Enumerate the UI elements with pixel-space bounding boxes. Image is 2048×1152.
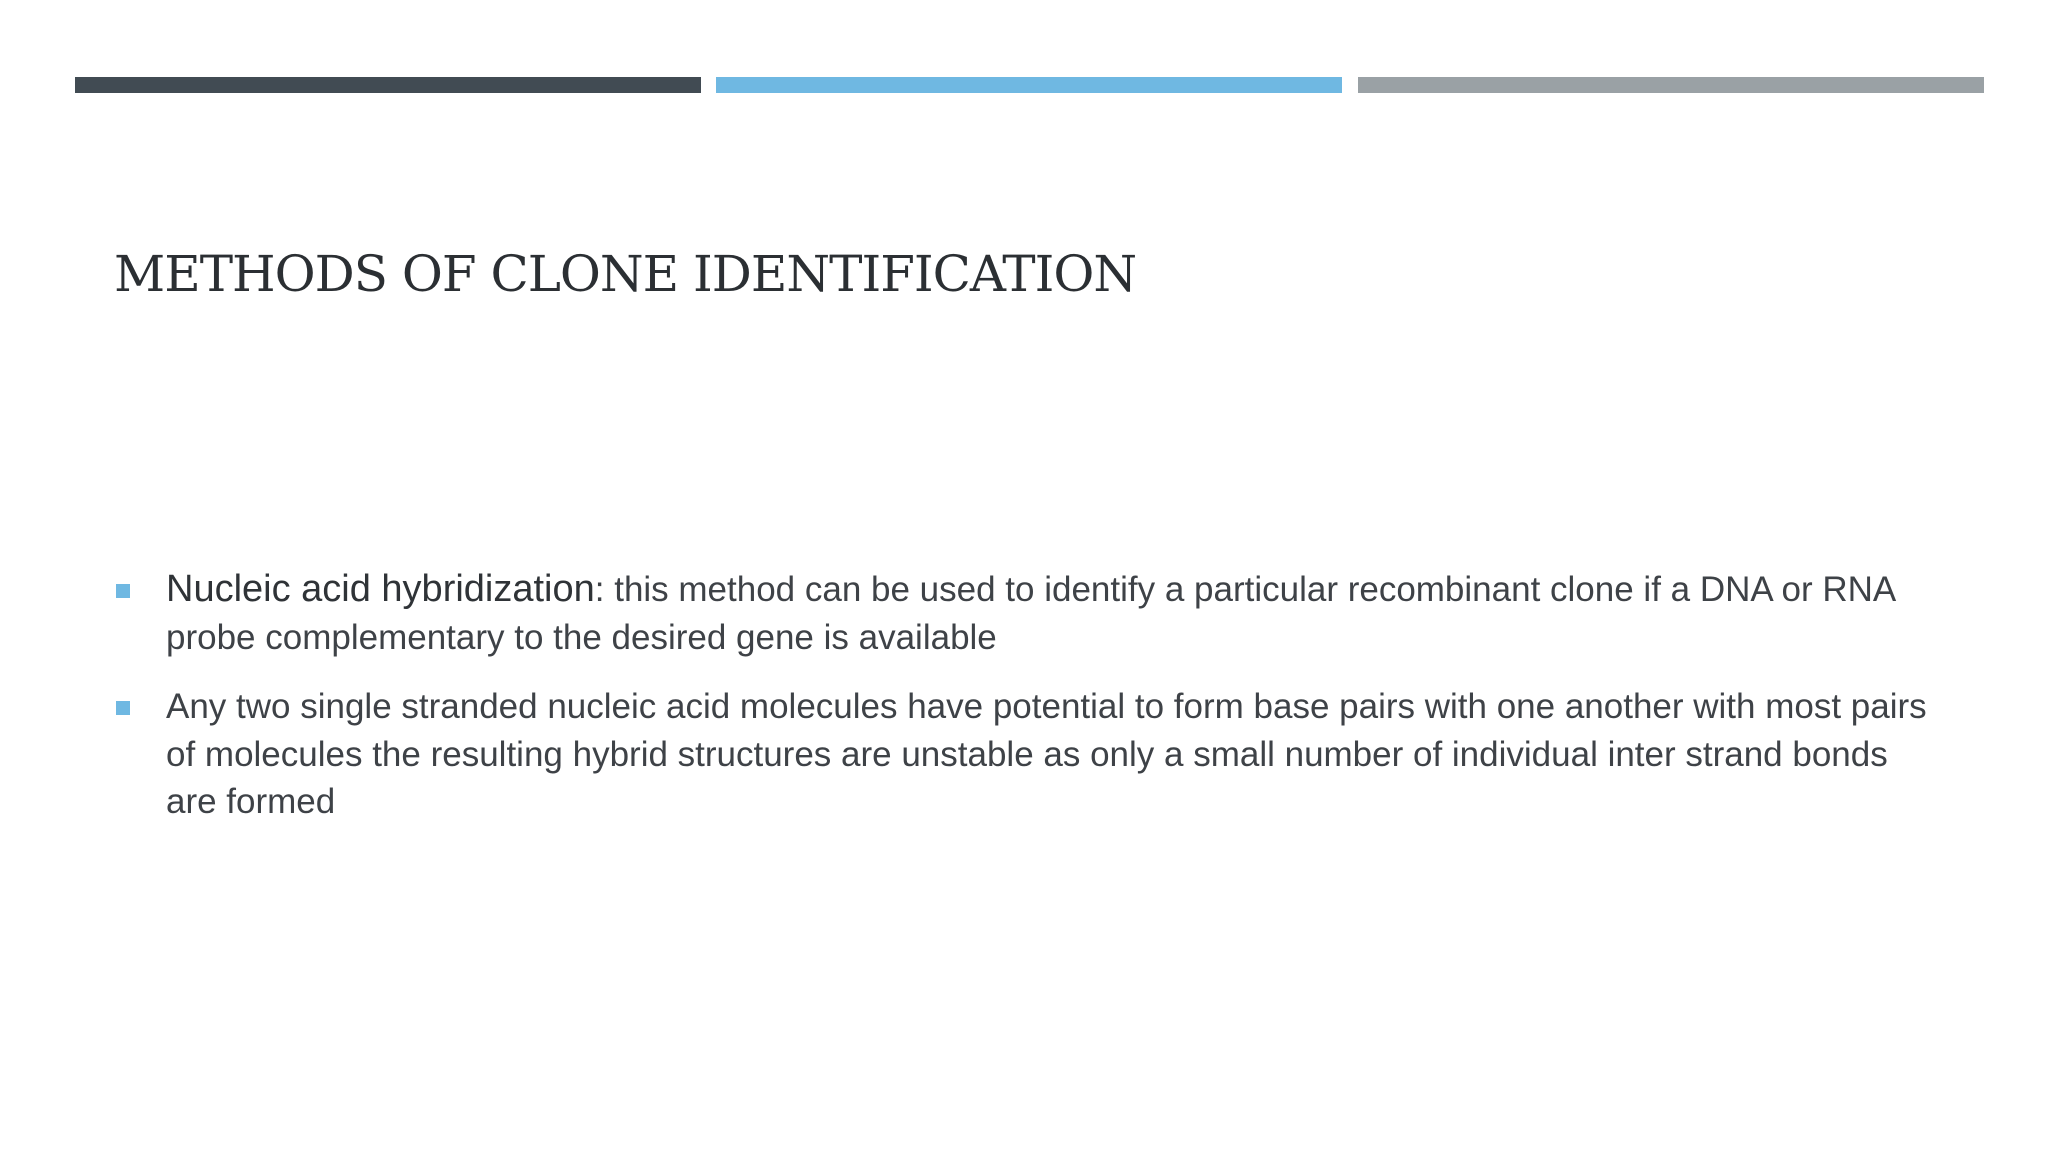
bullet-list (114, 566, 1944, 848)
bullet-item-hybridization (114, 566, 1944, 661)
slide-title: METHODS OF CLONE IDENTIFICATION (114, 245, 1137, 303)
square-bullet-icon (116, 584, 130, 598)
bullet-text: Any two single stranded nucleic acid molecules have potential to form base pairs with one another with most pairs of molecules the resulting hybrid structures are unstable as only a small number of individual inter strand bonds are formed (166, 687, 1927, 821)
header-bar-blue (716, 77, 1342, 93)
bullet-term: Nucleic acid hybridization (166, 568, 595, 610)
header-bar-gray (1358, 77, 1984, 93)
square-bullet-icon (116, 701, 130, 715)
header-bar-dark (75, 77, 701, 93)
bullet-text: : this method can be used to identify a particular recombinant clone if a DNA or RNA probe complementary to the desired gene is available (166, 570, 1895, 657)
bullet-item-base-pairs (114, 683, 1944, 826)
